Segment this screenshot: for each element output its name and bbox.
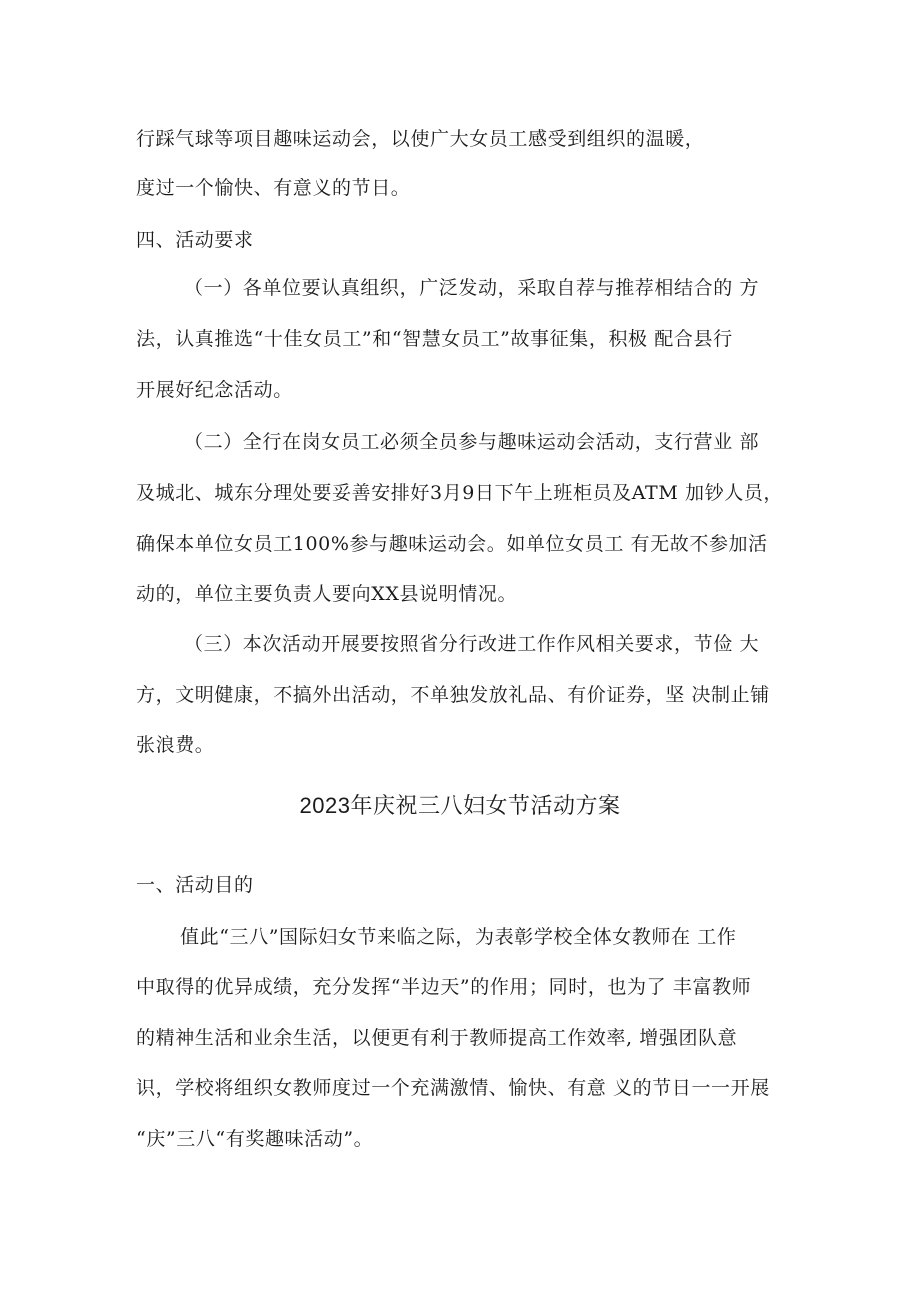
document-title: 2023年庆祝三八妇女节活动方案 [299, 793, 621, 818]
body-line: 行踩气球等项目趣味运动会，以使广大女员工感受到组织的温暖， [136, 128, 705, 150]
section-heading: 一、活动目的 [136, 874, 254, 896]
body-line: （二）全行在岗女员工必须全员参与趣味运动会活动，支行营业 部 [184, 431, 760, 453]
body-line: 中取得的优异成绩，充分发挥“半边天”的作用；同时，也为了 丰富教师 [136, 976, 752, 998]
body-line: 张浪费。 [136, 734, 215, 756]
body-line: 的精神生活和业余生活，以便更有利于教师提高工作效率, 增强团队意 [136, 1027, 738, 1049]
body-line: （一）各单位要认真组织，广泛发动，采取自荐与推荐相结合的 方 [184, 277, 760, 299]
body-line: （三）本次活动开展要按照省分行改进工作作风相关要求，节俭 大 [184, 633, 760, 655]
body-line: 值此“三八”国际妇女节来临之际，为表彰学校全体女教师在 工作 [180, 926, 737, 948]
body-line: 确保本单位女员工100%参与趣味运动会。如单位女员工 有无故不参加活 [136, 533, 768, 555]
body-line: 及城北、城东分理处要妥善安排好3月9日下午上班柜员及ATM 加钞人员， [136, 482, 784, 504]
body-line: 动的，单位主要负责人要向XX县说明情况。 [136, 583, 518, 605]
body-line: “庆”三八“有奖趣味活动”。 [136, 1128, 374, 1150]
section-heading: 四、活动要求 [136, 229, 254, 251]
body-line: 度过一个愉快、有意义的节日。 [136, 177, 411, 199]
body-line: 识，学校将组织女教师度过一个充满激情、愉快、有意 义的节日一一开展 [136, 1077, 770, 1099]
body-line: 方，文明健康，不搞外出活动，不单独发放礼品、有价证券，坚 决制止铺 [136, 684, 770, 706]
body-line: 开展好纪念活动。 [136, 379, 293, 401]
body-line: 法，认真推选“十佳女员工”和“智慧女员工”故事征集，积极 配合县行 [136, 328, 733, 350]
